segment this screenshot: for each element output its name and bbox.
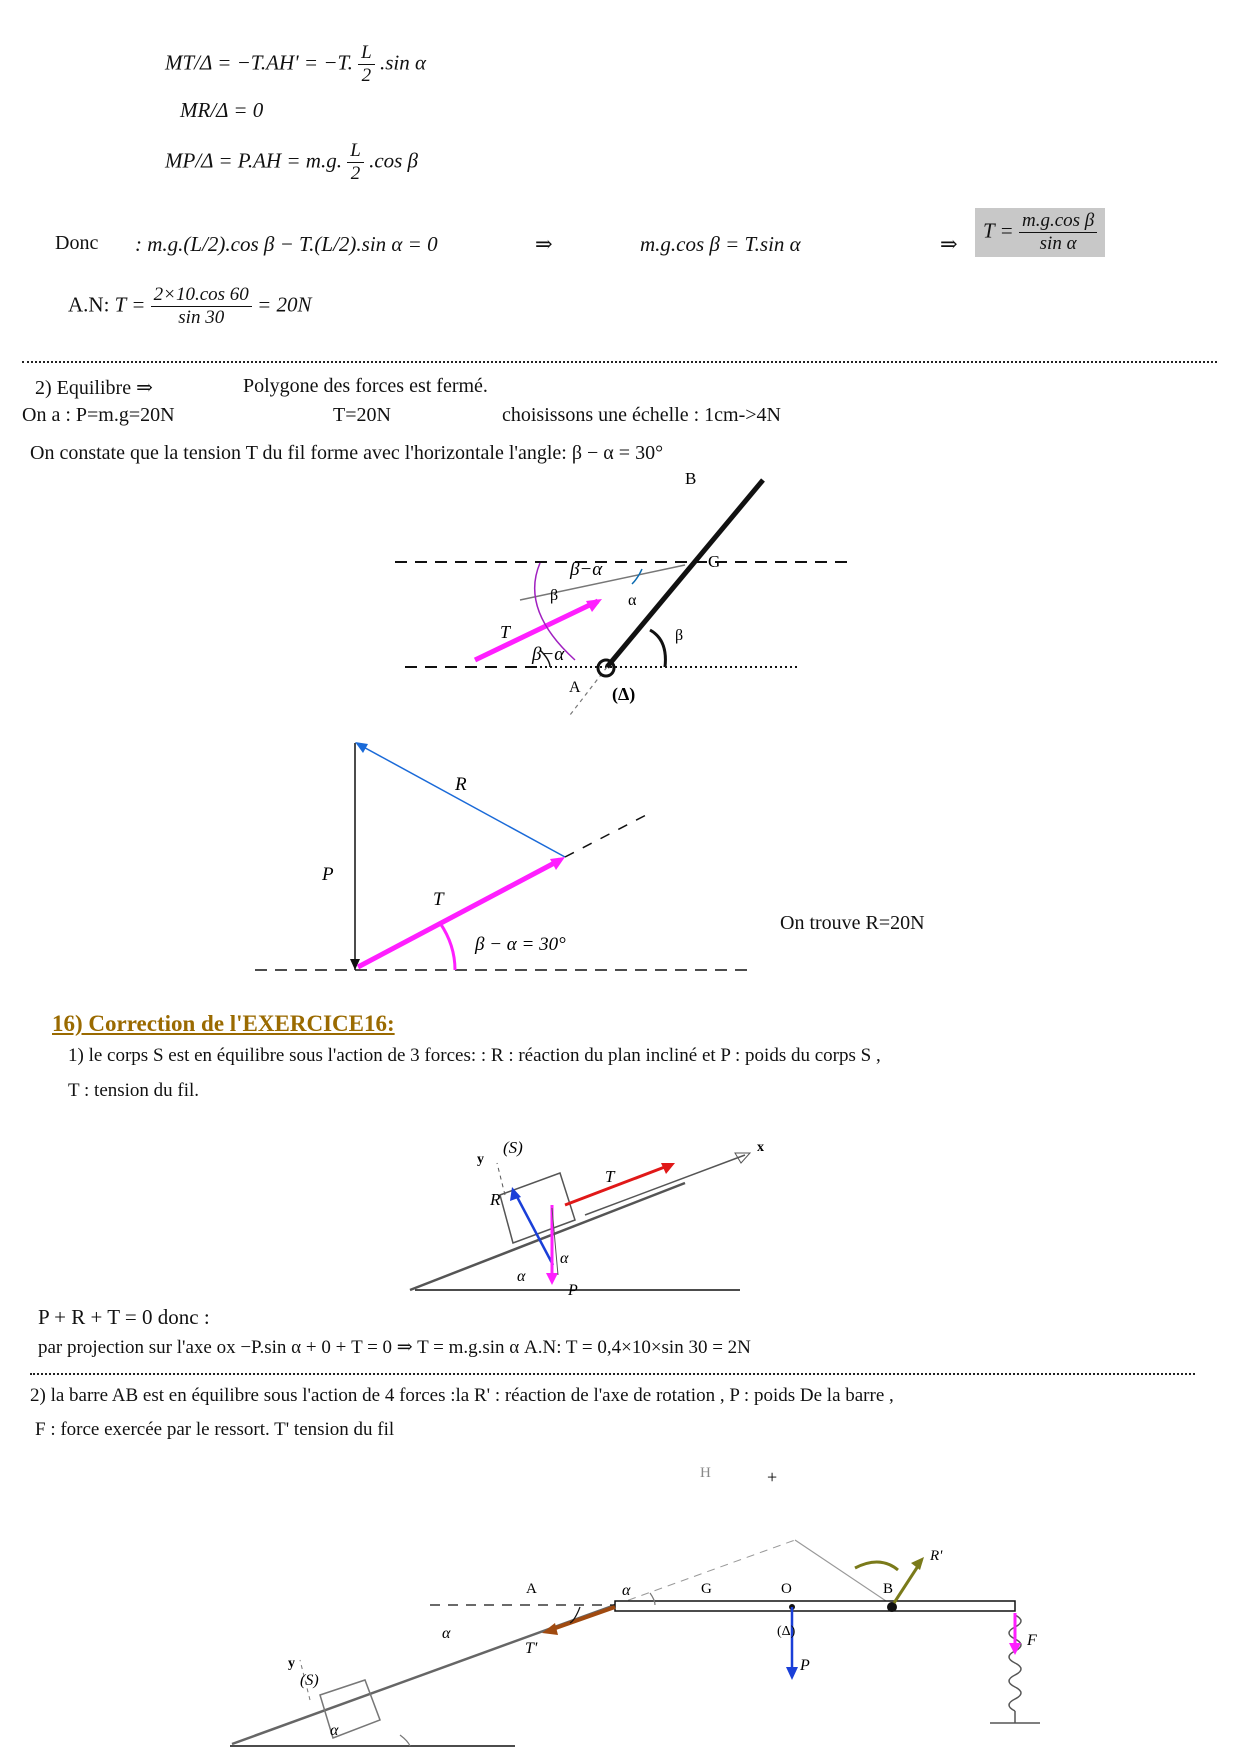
- weight-arrowhead: [546, 1273, 558, 1285]
- label-r: R: [490, 1190, 501, 1209]
- moment-t-lhs: MT/Δ = −T.AH' = −T.: [165, 50, 353, 75]
- label-y: y: [477, 1152, 484, 1167]
- an-label: A.N:: [68, 292, 110, 317]
- tension-tp-arrow: [550, 1607, 615, 1630]
- wire-line: [520, 565, 685, 600]
- label-alpha-1: α: [560, 1250, 569, 1267]
- an-rhs: = 20N: [257, 292, 312, 317]
- result-t-lhs: T =: [983, 218, 1014, 243]
- label-angle: β − α = 30°: [475, 934, 566, 955]
- moment-p-rhs: .cos β: [369, 148, 419, 173]
- result-t-fraction: $\frac{\text{m.g.cos β}}{\text{sin α}}$: [1019, 210, 1097, 255]
- label-alpha-2: α: [622, 1582, 631, 1599]
- rotation-arrow: [855, 1562, 898, 1570]
- label-axis: (Δ): [777, 1624, 796, 1639]
- label-alpha-1: α: [442, 1625, 451, 1642]
- figure-inclined-plane: [405, 1105, 795, 1305]
- arc-beta-right: [650, 630, 665, 667]
- label-p: P: [800, 1657, 810, 1674]
- label-beta-2: β: [675, 627, 684, 644]
- donc-equation-2: m.g.cos β = T.sin α: [640, 232, 801, 256]
- label-a: A: [526, 1581, 537, 1597]
- label-tp: T': [525, 1640, 538, 1657]
- reaction-arrow: [515, 1193, 553, 1265]
- implies-arrow-2: ⇒: [940, 232, 958, 256]
- part2-line2b: T=20N: [333, 404, 391, 426]
- label-f: F: [1027, 1632, 1037, 1649]
- body-s-box: [500, 1173, 575, 1243]
- weight-arrowhead: [786, 1667, 798, 1680]
- label-g: G: [701, 1581, 712, 1597]
- tension-arrow: [565, 1165, 670, 1205]
- part2-line3: On constate que la tension T du fil forme avec l'horizontale l'angle: β − α = 30°: [30, 442, 664, 464]
- tension-tp-arrowhead: [542, 1623, 558, 1635]
- vector-sum-equation: P + R + T = 0 donc :: [38, 1305, 210, 1329]
- lever-arm-line: [795, 1540, 892, 1605]
- reaction-rp-arrowhead: [911, 1557, 924, 1570]
- label-o: O: [781, 1581, 792, 1597]
- label-p: P: [568, 1282, 578, 1299]
- label-s: (S): [300, 1672, 319, 1689]
- figure-bar-angles: [380, 470, 860, 730]
- moment-p-fraction: $\frac{L}{2}$: [347, 140, 364, 185]
- dashed-extension: [565, 813, 650, 857]
- figure-force-polygon: [250, 735, 760, 975]
- section-16-heading: 16) Correction de l'EXERCICE16:: [52, 1011, 395, 1036]
- part2-line1: 2) Equilibre ⇒: [35, 377, 153, 399]
- label-r: R: [455, 774, 467, 795]
- implies-arrow-1: ⇒: [535, 232, 553, 256]
- label-alpha-2: α: [517, 1268, 526, 1285]
- label-a: A: [569, 679, 581, 696]
- result-t-highlight: [975, 208, 1105, 257]
- label-beta-1: β: [550, 587, 559, 604]
- an-equation: [68, 284, 312, 329]
- an-lhs: T =: [114, 292, 146, 317]
- part2-line2c: choisissons une échelle : 1cm->4N: [502, 404, 781, 426]
- donc-label: Donc: [55, 232, 99, 254]
- label-beta-alpha-1: β−α: [570, 559, 603, 580]
- figure-bar-spring: [230, 1455, 1100, 1750]
- bar-ab: [615, 1601, 1015, 1611]
- separator-2: [30, 1373, 1195, 1375]
- reaction-vector: [358, 744, 565, 857]
- point-o: [887, 1602, 897, 1612]
- separator-1: [22, 361, 1217, 363]
- moment-p-equation: [165, 140, 418, 185]
- label-s: (S): [503, 1138, 523, 1157]
- projection-equation: par projection sur l'axe ox −P.sin α + 0 + T = 0 ⇒ T = m.g.sin α A.N: T = 0,4×10×sin 30 = 2N: [38, 1337, 751, 1358]
- moment-r-equation: MR/Δ = 0: [180, 98, 264, 122]
- label-axis: (Δ): [612, 684, 636, 704]
- label-alpha-3: α: [330, 1722, 339, 1739]
- donc-equation-1: : m.g.(L/2).cos β − T.(L/2).sin α = 0: [135, 232, 438, 256]
- section-16-intro-2: T : tension du fil.: [68, 1080, 200, 1101]
- section-16-intro-1: 1) le corps S est en équilibre sous l'action de 3 forces: : R : réaction du plan incliné et P : poids du corps S ,: [68, 1045, 881, 1066]
- label-t: T: [500, 622, 511, 642]
- moment-t-fraction: $\frac{L}{2}$: [358, 42, 375, 87]
- label-y: y: [288, 1656, 295, 1671]
- label-alpha: α: [628, 592, 637, 609]
- part2-bar-line2: F : force exercée par le ressort. T' tension du fil: [35, 1419, 395, 1440]
- result-r: On trouve R=20N: [780, 912, 925, 934]
- label-g: G: [708, 552, 721, 571]
- label-b: B: [685, 470, 697, 488]
- label-beta-alpha-2: β−α: [532, 644, 565, 665]
- bar-ab: [607, 480, 763, 667]
- angle-arc: [440, 923, 455, 970]
- moment-t-rhs: .sin α: [379, 50, 426, 75]
- label-p: P: [322, 864, 334, 885]
- moment-p-lhs: MP/Δ = P.AH = m.g.: [165, 148, 342, 173]
- reaction-arrowhead: [355, 742, 368, 753]
- label-x: x: [757, 1140, 764, 1155]
- label-h: H: [700, 1465, 711, 1481]
- part2-line2a: On a : P=m.g=20N: [22, 404, 175, 426]
- moment-t-equation: [165, 42, 426, 87]
- label-plus: +: [767, 1467, 778, 1487]
- label-t: T: [605, 1167, 615, 1186]
- an-fraction: $\frac{2\times 10.\cos 60}{\sin 30}$: [151, 284, 252, 329]
- label-rp: R': [930, 1548, 943, 1564]
- label-t: T: [433, 889, 444, 910]
- part2-line1b: Polygone des forces est fermé.: [243, 375, 488, 397]
- part2-bar-line1: 2) la barre AB est en équilibre sous l'action de 4 forces :la R' : réaction de l'axe de rotation , P : poids De la barre ,: [30, 1385, 894, 1406]
- label-b: B: [883, 1581, 894, 1597]
- angle-arc-bottom: [400, 1735, 410, 1746]
